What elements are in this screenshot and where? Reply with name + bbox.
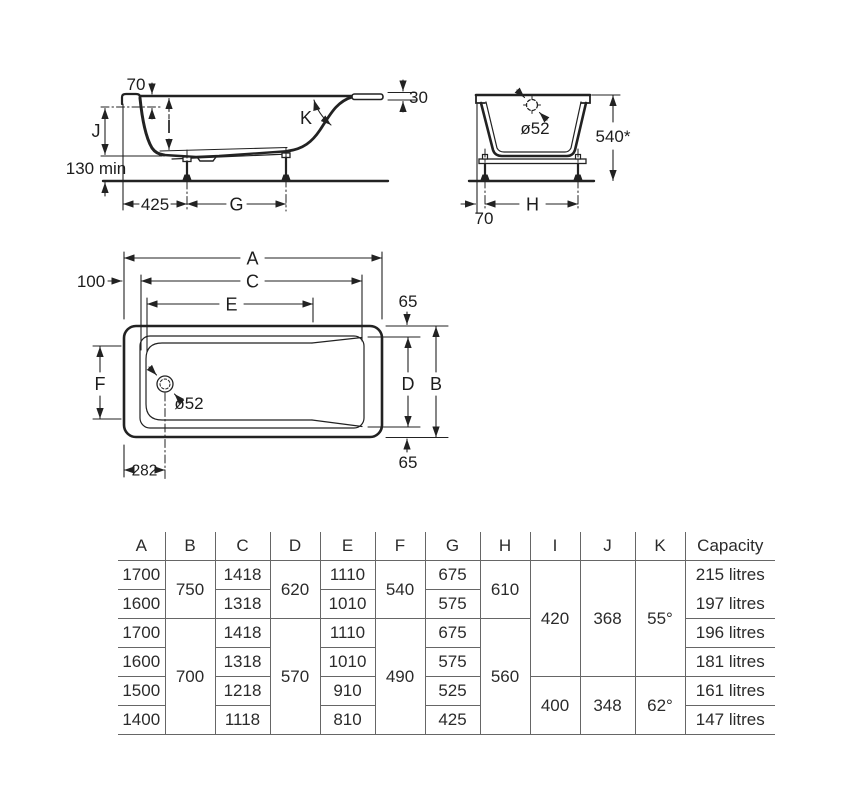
- column-header: D: [270, 532, 320, 561]
- table-cell: 1500: [118, 677, 165, 706]
- table-cell: 1118: [215, 706, 270, 735]
- side-elevation-view: [66, 75, 428, 215]
- dimension-table-container: [118, 532, 775, 735]
- plan-dim-282-label: 282: [131, 462, 158, 480]
- plan-dim-e-label: E: [225, 294, 238, 315]
- table-cell: 147 litres: [685, 706, 775, 735]
- table-cell: 181 litres: [685, 648, 775, 677]
- plan-dim-b-label: B: [429, 374, 443, 394]
- table-cell: 1318: [215, 648, 270, 677]
- table-cell: 425: [425, 706, 480, 735]
- interior-bottom-line: [160, 148, 287, 152]
- table-cell: 400: [530, 677, 580, 735]
- plan-dim-c-label: C: [246, 271, 259, 292]
- table-cell: 540: [375, 561, 425, 619]
- side-dim-70-label: 70: [126, 75, 146, 94]
- table-cell: 1600: [118, 590, 165, 619]
- table-cell: 910: [320, 677, 375, 706]
- table-cell: 1318: [215, 590, 270, 619]
- table-row: [118, 677, 775, 706]
- table-cell: 675: [425, 619, 480, 648]
- dimension-table: [118, 532, 775, 735]
- plan-dim-100-label: 100: [76, 272, 106, 291]
- side-dim-30-label: 30: [409, 88, 428, 107]
- column-header: B: [165, 532, 215, 561]
- plan-dim-65-top-label: 65: [398, 292, 418, 311]
- plan-dim-f-label: F: [94, 374, 106, 394]
- end-dim-540-label: 540*: [595, 127, 631, 146]
- table-cell: 62°: [635, 677, 685, 735]
- plan-dim-65-bottom-label: 65: [398, 453, 418, 472]
- table-cell: 1418: [215, 619, 270, 648]
- table-cell: 196 litres: [685, 619, 775, 648]
- column-header: K: [635, 532, 685, 561]
- column-header: I: [530, 532, 580, 561]
- table-cell: 750: [165, 561, 215, 619]
- column-header: Capacity: [685, 532, 775, 561]
- end-drain-diameter-label: ø52: [520, 119, 550, 138]
- table-cell: 560: [480, 619, 530, 735]
- table-cell: 1418: [215, 561, 270, 590]
- table-cell: 348: [580, 677, 635, 735]
- table-cell: 810: [320, 706, 375, 735]
- column-header: F: [375, 532, 425, 561]
- support-frame-bar: [479, 159, 586, 164]
- table-cell: 161 litres: [685, 677, 775, 706]
- side-dim-g-label: G: [229, 194, 244, 215]
- plan-dim-a-label: A: [246, 248, 259, 269]
- side-dim-j-label: J: [91, 121, 101, 141]
- table-cell: 700: [165, 619, 215, 735]
- plan-view: [77, 249, 448, 480]
- table-cell: 575: [425, 590, 480, 619]
- table-cell: 55°: [635, 561, 685, 677]
- column-header: G: [425, 532, 480, 561]
- table-cell: 620: [270, 561, 320, 619]
- column-header: A: [118, 532, 165, 561]
- table-cell: 420: [530, 561, 580, 677]
- table-cell: 610: [480, 561, 530, 619]
- column-header: H: [480, 532, 530, 561]
- table-cell: 675: [425, 561, 480, 590]
- table-cell: 1010: [320, 590, 375, 619]
- column-header: J: [580, 532, 635, 561]
- end-section-view: [461, 90, 631, 228]
- table-cell: 1218: [215, 677, 270, 706]
- table-header-row: [118, 532, 775, 561]
- side-dim-k-label: K: [300, 108, 313, 128]
- backrest-curve: [288, 97, 352, 151]
- table-cell: 570: [270, 619, 320, 735]
- table-cell: 197 litres: [685, 590, 775, 619]
- plan-dim-d-label: D: [401, 374, 415, 394]
- table-cell: 1600: [118, 648, 165, 677]
- end-dim-h-label: H: [526, 194, 539, 215]
- table-cell: 1110: [320, 561, 375, 590]
- table-cell: 575: [425, 648, 480, 677]
- table-cell: 490: [375, 619, 425, 735]
- left-rim-lip: [122, 94, 140, 104]
- end-dim-70-label: 70: [474, 209, 494, 228]
- side-dim-i-label: I: [166, 117, 172, 137]
- table-cell: 368: [580, 561, 635, 677]
- table-cell: 1700: [118, 561, 165, 590]
- table-cell: 1010: [320, 648, 375, 677]
- table-cell: 1110: [320, 619, 375, 648]
- right-rim-lip: [352, 94, 383, 100]
- side-dim-130min-label: 130 min: [65, 159, 127, 178]
- table-row: [118, 561, 775, 590]
- column-header: C: [215, 532, 270, 561]
- table-cell: 215 litres: [685, 561, 775, 590]
- leg-rear: [282, 148, 291, 211]
- plan-drain-diameter-label: ø52: [174, 394, 204, 413]
- table-cell: 1700: [118, 619, 165, 648]
- column-header: E: [320, 532, 375, 561]
- side-dim-425-label: 425: [140, 195, 170, 214]
- table-cell: 1400: [122, 710, 161, 729]
- table-cell: 525: [425, 677, 480, 706]
